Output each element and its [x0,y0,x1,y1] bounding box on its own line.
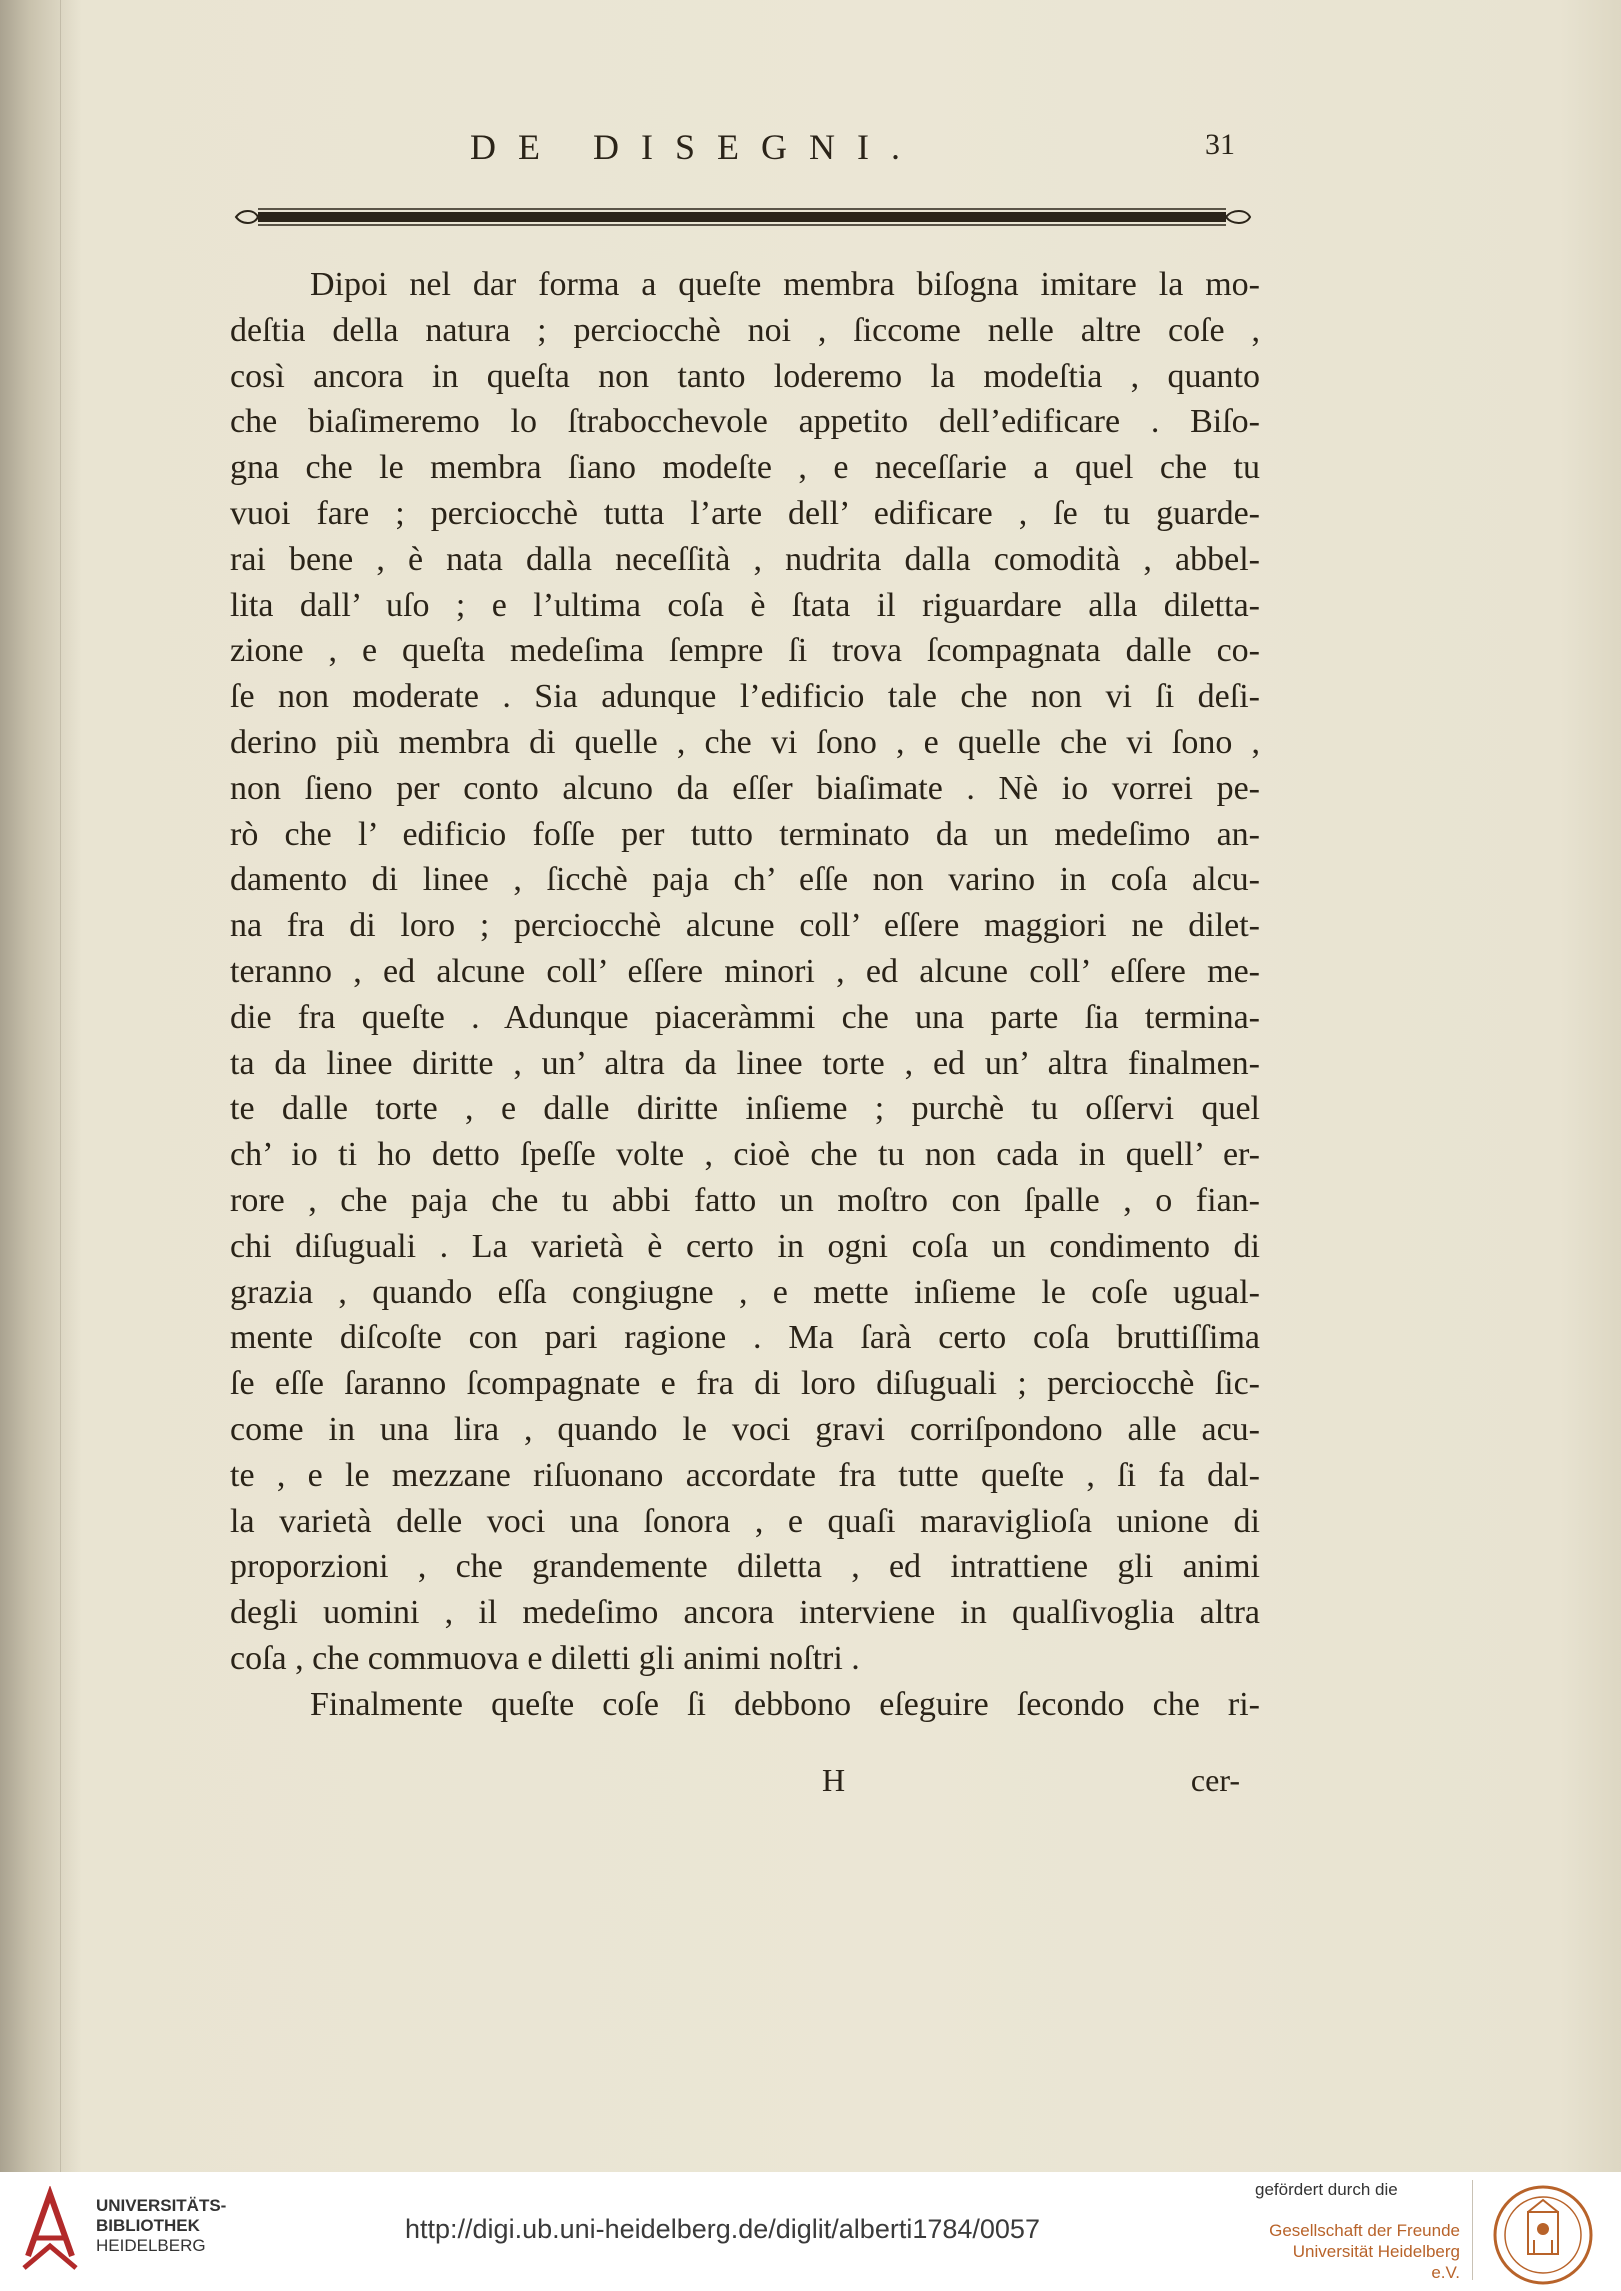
text-line: la varietà delle voci una ſonora , e quaſi maraviglioſa unione di [230,1502,1260,1540]
library-name-line: HEIDELBERG [96,2236,206,2255]
page-number: 31 [1205,128,1235,161]
footer-bar [0,2172,1621,2291]
text-line: Finalmente queſte coſe ſi debbono eſeguire ſecondo che ri- [310,1685,1260,1723]
running-head-title: DE DISEGNI. [470,127,922,167]
text-line: ta da linee diritte , un’ altra da linee torte , ed un’ altra finalmen- [230,1044,1260,1082]
running-head [0,126,1621,176]
catchword: cer- [1190,1762,1240,1798]
text-line: proporzioni , che grandemente diletta , ed intrattiene gli animi [230,1548,1260,1586]
footer-divider [1472,2180,1473,2280]
text-line: rò che l’ edificio foſſe per tutto terminato da un medeſimo an- [230,815,1260,853]
text-line: na fra di loro ; perciocchè alcune coll’ eſſere maggiori ne dilet- [230,907,1260,945]
signature-mark: H [822,1762,846,1798]
text-line: deſtia della natura ; perciocchè noi , ſiccome nelle altre coſe , [230,311,1260,349]
ornamental-rule [232,206,1254,228]
text-line: ſe non moderate . Sia adunque l’edificio tale che non vi ſi deſi- [230,678,1260,716]
university-seal-icon [1488,2184,1598,2286]
sponsor-name [1260,2220,1460,2283]
text-line: non ſieno per conto alcuno da eſſer biaſimate . Nè io vorrei pe- [230,769,1260,807]
library-name-line: BIBLIOTHEK [96,2216,200,2235]
signature-line [230,1762,1240,1802]
text-line: grazia , quando eſſa congiugne , e mette inſieme le coſe ugual- [230,1273,1260,1311]
text-line: vuoi fare ; perciocchè tutta l’arte dell’ edificare , ſe tu guarde- [230,494,1260,532]
text-line: che biaſimeremo lo ſtrabocchevole appetito dell’edificare . Biſo- [230,403,1260,441]
library-name-line: UNIVERSITÄTS- [96,2196,227,2215]
text-line: die fra queſte . Adunque piaceràmmi che una parte ſia termina- [230,998,1260,1036]
text-line: rai bene , è nata dalla neceſſità , nudrita dalla comodità , abbel- [230,540,1260,578]
text-line: ch’ io ti ho detto ſpeſſe volte , cioè che tu non cada in quell’ er- [230,1136,1260,1174]
text-line: lita dall’ uſo ; e l’ultima coſa è ſtata il riguardare alla diletta- [230,586,1260,624]
text-line: te dalle torte , e dalle diritte inſieme ; purchè tu oſſervi quel [230,1090,1260,1128]
sponsor-name-line: Gesellschaft der Freunde [1269,2221,1460,2240]
sponsor-label: gefördert durch die [1255,2180,1398,2199]
text-line: Dipoi nel dar forma a queſte membra biſogna imitare la mo- [310,266,1260,303]
sponsor-name-line: Universität Heidelberg e.V. [1292,2242,1460,2282]
text-line: chi diſuguali . La varietà è certo in ogni coſa un condimento di [230,1227,1260,1265]
text-line: ſe eſſe ſaranno ſcompagnate e fra di loro diſuguali ; perciocchè ſic- [230,1365,1260,1403]
library-name [96,2196,226,2256]
library-logo-icon [20,2186,80,2272]
text-line: derino più membra di quelle , che vi ſono , e quelle che vi ſono , [230,723,1260,761]
text-line: mente diſcoſte con pari ragione . Ma ſarà certo coſa bruttiſſima [230,1319,1260,1357]
text-line: teranno , ed alcune coll’ eſſere minori , ed alcune coll’ eſſere me- [230,952,1260,990]
text-line: coſa , che commuova e diletti gli animi noſtri . [230,1639,860,1677]
text-line: degli uomini , il medeſimo ancora interviene in qualſivoglia altra [230,1594,1260,1632]
text-line: damento di linee , ſicchè paja ch’ eſſe non varino in coſa alcu- [230,861,1260,899]
text-line: te , e le mezzane riſuonano accordate fra tutte queſte , ſi fa dal- [230,1456,1260,1494]
citation-link[interactable]: http://digi.ub.uni-heidelberg.de/diglit/alberti1784/0057 [405,2214,1040,2244]
text-line: come in una lira , quando le voci gravi corriſpondono alle acu- [230,1410,1260,1448]
text-line: gna che le membra ſiano modeſte , e neceſſarie a quel che tu [230,449,1260,487]
body-text [230,262,1260,1728]
text-line: rore , che paja che tu abbi fatto un moſtro con ſpalle , o fian- [230,1181,1260,1219]
text-line: così ancora in queſta non tanto loderemo la modeſtia , quanto [230,357,1260,395]
text-line: zione , e queſta medeſima ſempre ſi trova ſcompagnata dalle co- [230,632,1260,670]
